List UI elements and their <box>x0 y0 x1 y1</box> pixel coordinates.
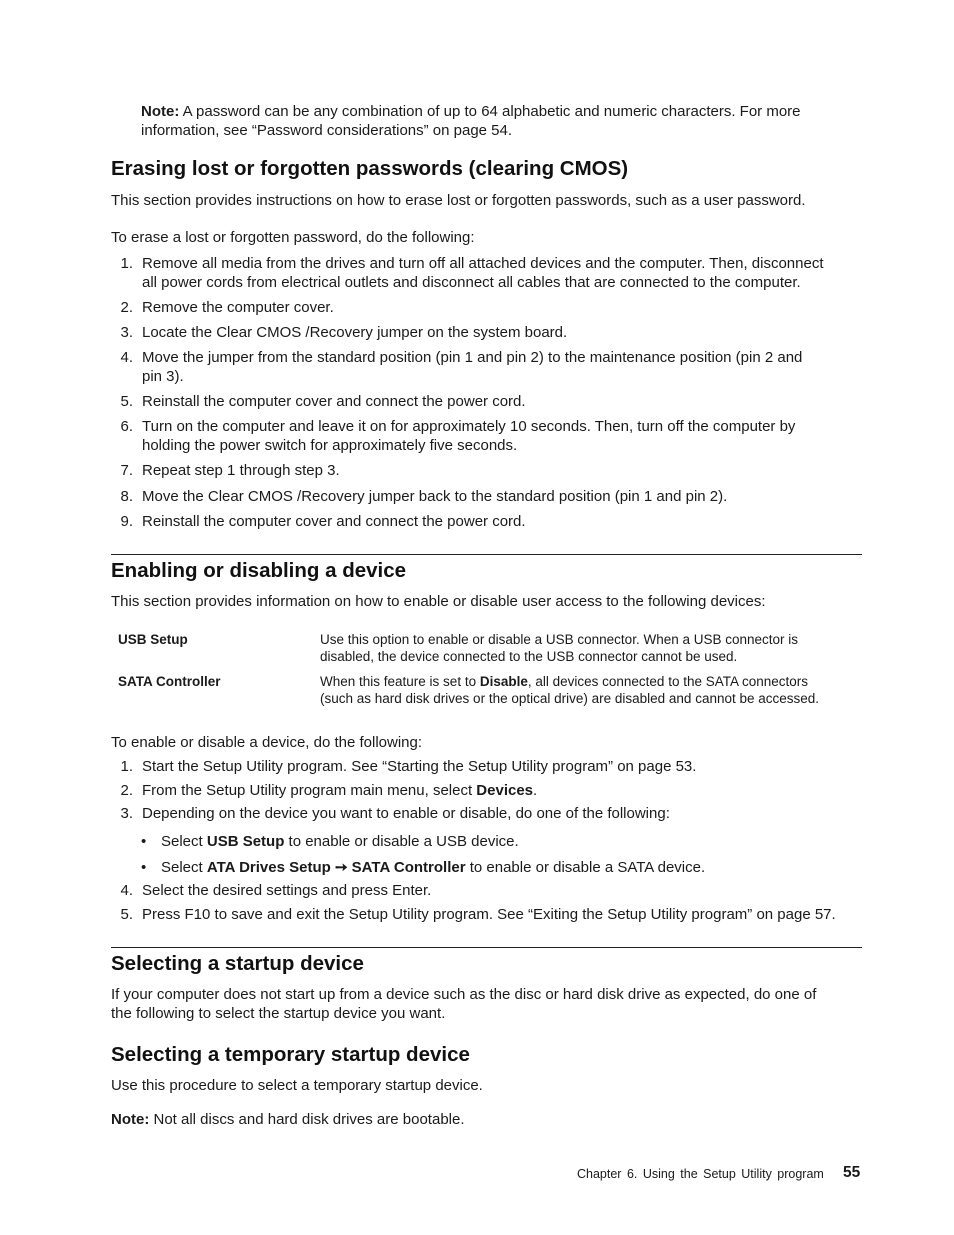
heading-clear-cmos: Erasing lost or forgotten passwords (clearing CMOS) <box>111 157 629 180</box>
step-text-line2: holding the power switch for approximately five seconds. <box>142 436 518 454</box>
step-number: 5. <box>120 906 133 923</box>
definition-term-usb-setup: USB Setup <box>118 632 188 647</box>
step-text: Depending on the device you want to enable or disable, do one of the following: <box>142 805 670 822</box>
step-number: 3. <box>120 324 133 341</box>
step-number: 5. <box>120 393 133 410</box>
step-text-line2: pin 3). <box>142 367 184 385</box>
definition-term-sata-controller: SATA Controller <box>118 674 221 689</box>
step-number: 6. <box>120 418 133 435</box>
note-password-length <box>141 103 861 140</box>
heading-startup-device: Selecting a startup device <box>111 952 364 975</box>
step-text-line2: all power cords from electrical outlets and disconnect all cables that are connected to the computer. <box>142 273 801 291</box>
definition-line1-pre: When this feature is set to <box>320 674 480 689</box>
page-number: 55 <box>843 1164 861 1181</box>
bullet-text-post: to enable or disable a SATA device. <box>465 859 706 876</box>
startup-intro-line2: the following to select the startup device you want. <box>111 1004 446 1022</box>
note-label: Note: <box>111 1111 150 1128</box>
definition-usb-setup <box>320 631 860 665</box>
definition-sata-controller <box>320 673 860 707</box>
startup-intro-line1: If your computer does not start up from a device such as the disc or hard disk drive as expected, do one of <box>111 986 817 1003</box>
heading-temporary-startup-device: Selecting a temporary startup device <box>111 1043 470 1066</box>
step-number: 2. <box>120 299 133 316</box>
bullet-text-bold: ATA Drives Setup ➙ SATA Controller <box>206 859 466 876</box>
bullet-text-bold: USB Setup <box>206 833 285 850</box>
step-text: Reinstall the computer cover and connect the power cord. <box>142 513 526 530</box>
step-number: 1. <box>120 758 133 775</box>
step-text: Start the Setup Utility program. See “Starting the Setup Utility program” on page 53. <box>142 758 697 775</box>
note-text-line2: information, see “Password considerations” on page 54. <box>141 121 513 139</box>
step-number: 4. <box>120 882 133 899</box>
definition-line1-bold: Disable <box>479 674 528 689</box>
heading-enable-device: Enabling or disabling a device <box>111 559 407 582</box>
step-text: Reinstall the computer cover and connect the power cord. <box>142 393 526 410</box>
note-bootable <box>111 1111 863 1130</box>
step-number: 2. <box>120 782 133 799</box>
step-text-line1: Turn on the computer and leave it on for approximately 10 seconds. Then, turn off the computer by <box>142 418 796 435</box>
temporary-startup-intro: Use this procedure to select a temporary startup device. <box>111 1077 483 1094</box>
bullet-text-post: to enable or disable a USB device. <box>284 833 519 850</box>
clear-cmos-intro: This section provides instructions on how to erase lost or forgotten passwords, such as a user password. <box>111 192 806 209</box>
step-number: 8. <box>120 488 133 505</box>
step-number: 1. <box>120 255 133 272</box>
section-divider <box>111 947 862 948</box>
step-text-post: . <box>533 782 538 799</box>
bullet-text-pre: Select <box>161 859 207 876</box>
footer-chapter-title: Chapter 6. Using the Setup Utility program <box>577 1167 824 1181</box>
step-number: 4. <box>120 349 133 366</box>
clear-cmos-lead: To erase a lost or forgotten password, do the following: <box>111 229 475 246</box>
step-text: Move the Clear CMOS /Recovery jumper back to the standard position (pin 1 and pin 2). <box>142 488 728 505</box>
bullet-text-pre: Select <box>161 833 207 850</box>
note-text-line1: A password can be any combination of up to 64 alphabetic and numeric characters. For more <box>182 103 801 120</box>
step-text-line1: Remove all media from the drives and turn off all attached devices and the computer. Then, disconnect <box>142 255 824 272</box>
step-text: Locate the Clear CMOS /Recovery jumper on the system board. <box>142 324 568 341</box>
step-text-pre: From the Setup Utility program main menu, select <box>142 782 477 799</box>
definition-line1: Use this option to enable or disable a USB connector. When a USB connector is <box>320 632 799 647</box>
definition-line2: disabled, the device connected to the USB connector cannot be used. <box>320 649 738 664</box>
step-text: Remove the computer cover. <box>142 299 334 316</box>
note-label: Note: <box>141 103 180 120</box>
step-text: Repeat step 1 through step 3. <box>142 462 340 479</box>
startup-device-intro <box>111 986 863 1023</box>
bullet-dot: • <box>141 833 147 850</box>
step-number: 9. <box>120 513 133 530</box>
section-divider <box>111 554 862 555</box>
step-text-line1: Move the jumper from the standard position (pin 1 and pin 2) to the maintenance position (pin 2 and <box>142 349 803 366</box>
enable-device-lead: To enable or disable a device, do the following: <box>111 734 423 751</box>
definition-line1-post: , all devices connected to the SATA connectors <box>527 674 809 689</box>
step-number: 3. <box>120 805 133 822</box>
bullet-dot: • <box>141 859 147 876</box>
step-text-bold: Devices <box>476 782 534 799</box>
step-text: Select the desired settings and press Enter. <box>142 882 432 899</box>
enable-device-intro: This section provides information on how to enable or disable user access to the following devices: <box>111 593 766 610</box>
step-number: 7. <box>120 462 133 479</box>
step-text: Press F10 to save and exit the Setup Utility program. See “Exiting the Setup Utility program” on page 57. <box>142 906 836 923</box>
definition-line2: (such as hard disk drives or the optical drive) are disabled and cannot be accessed. <box>320 691 820 706</box>
note-text: Not all discs and hard disk drives are bootable. <box>153 1111 465 1128</box>
